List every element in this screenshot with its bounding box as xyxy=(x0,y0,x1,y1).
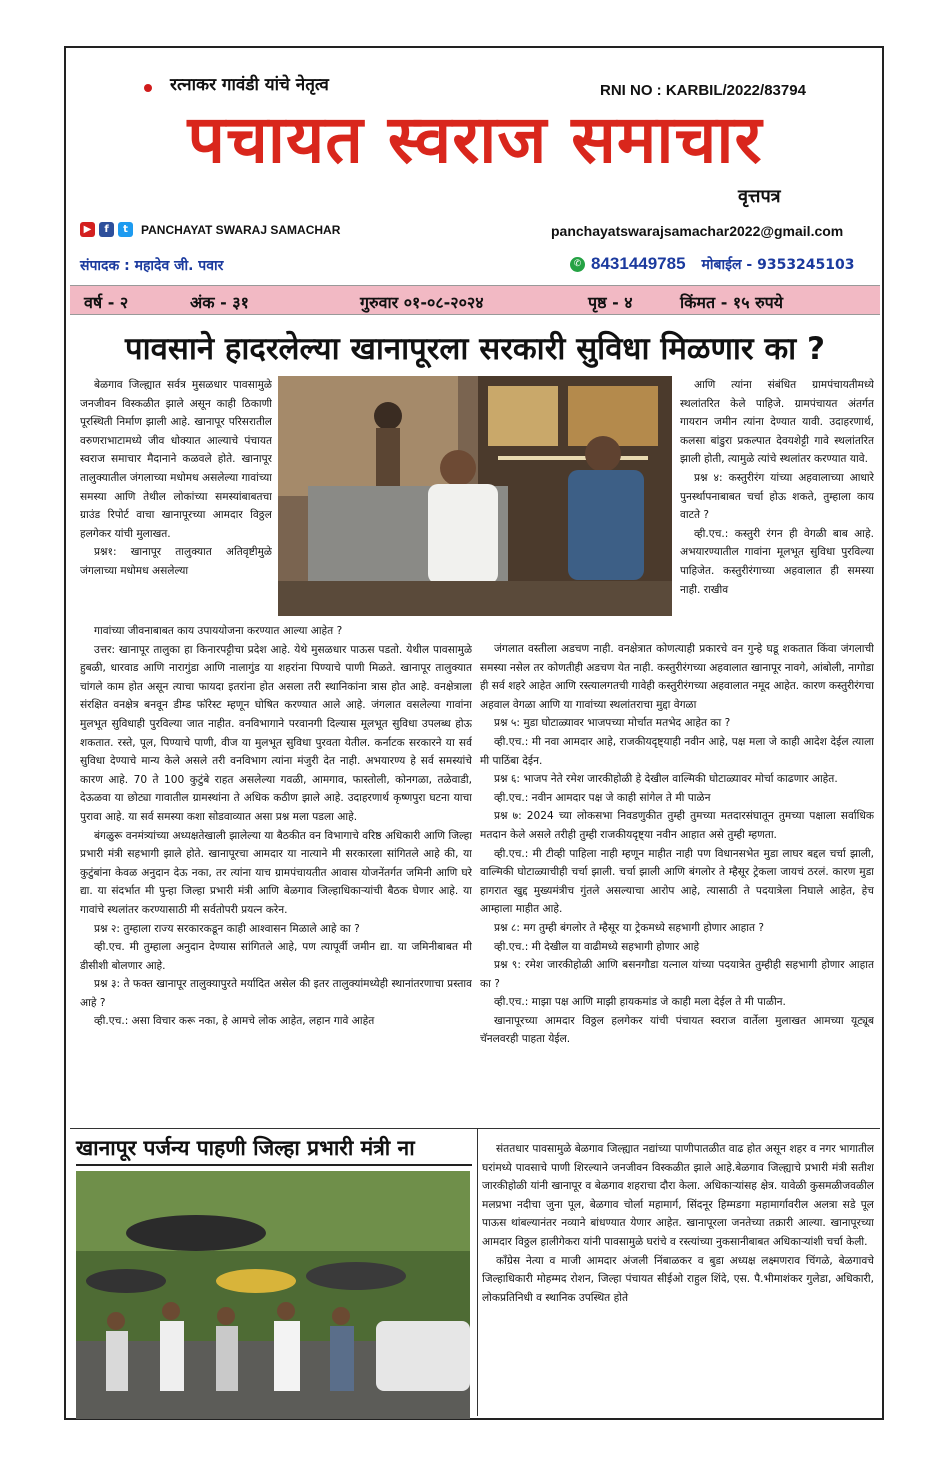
rni-number: RNI NO : KARBIL/2022/83794 xyxy=(600,82,806,99)
paragraph: प्रश्न१: खानापूर तालुक्यात अतिवृष्टीमुळे जंगलाच्या मधोमध असलेल्या xyxy=(80,546,272,577)
twitter-icon[interactable]: t xyxy=(118,222,133,237)
issue-info-bar xyxy=(70,285,880,315)
tagline: रत्नाकर गावंडी यांचे नेतृत्व xyxy=(170,75,329,95)
paragraph: उत्तर: खानापूर तालुका हा किनारपट्टीचा प्रदेश आहे. येथे मुसळधार पाऊस पडतो. येथील पावसामुळे हुबळी, धारवाड आणि नारागुंडा आणि नालागुंड या शहरांना पिण्याचे पाणी मिळते. खानापूर तालुक्यात चांगले काम होत असून त्याचा फायदा इतरांना होत असला तरी स्थानिकांना त्रास होत आहे. वनक्षेत्राला संरक्षित वनक्षेत्र बनवून डीम्ड फॉरेस्ट म्हणून घोषित करण्यात आले आहे. जंगलात वसलेल्या गावांना मुलभूत सुविधाही पुरविल्या जात नाहीत. वनविभागाने परवानगी दिल्यास मूलभूत सुविधा उपलब्ध होऊ शकतात. रस्ते, पूल, पिण्याचे पाणी, वीज या मुलभूत सुविधा पुरवता येतील. कर्नाटक सरकारने या सर्व सुविधा देण्याचे मान्य केले असले तरी वनविभाग त्यांना मंजुरी देत नाही. अभयारण्य हे सर्व समस्यांचे कारण आहे. 70 ते 100 कुटुंबे राहत असलेल्या गवळी, आमगाव, फास्तोली, कोनगळा, तळेवाडी, देऊळवा या छोट्या गावातील ग्रामस्थांना ते अधिक कठीण झाले आहे. उदाहरणार्थ कृष्णपुरा घटना याचा पुरावा आहे. या सर्व समस्या कशा सोडवाव्यात असा प्रश्न मला पडला आहे. xyxy=(80,643,472,823)
paragraph: व्ही.एच.: कस्तुरी रंगन ही वेगळी बाब आहे. अभयारण्यातील गावांना मूलभूत सुविधा पुरविल्या पाहिजेत. कस्तुरीरंगाच्या अहवालात ही समस्या नाही. राखीव xyxy=(680,527,874,596)
paragraph: गावांच्या जीवनाबाबत काय उपाययोजना करण्यात आल्या आहेत ? xyxy=(94,625,343,637)
paragraph: खानापूरच्या आमदार विठ्ठल हलगेकर यांची पंचायत स्वराज वार्तेला मुलाखत आमच्या यूट्यूब चॅनलवरही पाहता येईल. xyxy=(480,1014,874,1046)
mobile-number[interactable]: मोबाईल - 9353245103 xyxy=(701,256,855,273)
phone-number[interactable]: 8431449785 xyxy=(591,254,686,273)
issue-label: अंक - ३१ xyxy=(190,293,249,312)
newspaper-title: पचायत स्वराज समाचार xyxy=(187,101,763,178)
editor-name: संपादक : महादेव जी. पवार xyxy=(80,258,224,274)
date-label: गुरुवार ०१-०८-२०२४ xyxy=(360,293,484,312)
paragraph: व्ही.एच.: मी देखील या वाढीमध्ये सहभागी होणार आहे xyxy=(494,940,700,953)
article2-headline: खानापूर पर्जन्य पाहणी जिल्हा प्रभारी मंत्री ना xyxy=(76,1134,472,1166)
column-divider xyxy=(477,1128,478,1416)
paragraph: जंगलात वस्तीला अडचण नाही. वनक्षेत्रात कोणत्याही प्रकारचे वन गुन्हे घडू शकतात किंवा जंगलाची समस्या नसेल तर कोणतीही अडचण येत नाही. कस्तुरीरंगच्या अहवालात खानापूर नावगे, आंबोली, नागोडा ही सर्व शहरे आहेत आणि रस्त्यालगतची गावेही कस्तुरीरंगच्या अहवालात नमूद आहेत. कारण कस्तुरीरंगचा अहवाल वेगळा आणि या गावांच्या स्थलांतराचा मुद्दा वेगळा xyxy=(480,643,874,711)
youtube-icon[interactable]: ▶ xyxy=(80,222,95,237)
paragraph: व्ही.एच. मी तुम्हाला अनुदान देण्यास सांगितले आहे, पण त्यापूर्वी जमीन द्या. या जमिनीबाबत मी डीसीशी बोलणार आहे. xyxy=(80,941,472,972)
facebook-icon[interactable]: f xyxy=(99,222,114,237)
article-column-bottom-right xyxy=(480,640,874,1125)
paragraph: प्रश्न ६: भाजप नेते रमेश जारकीहोळी हे देखील वाल्मिकी घोटाळ्यावर मोर्चा काढणार आहेत. xyxy=(494,773,838,786)
article2-body xyxy=(482,1140,874,1416)
newspaper-subtitle: वृत्तपत्र xyxy=(738,186,781,207)
price-label: किंमत - १५ रुपये xyxy=(680,293,784,312)
paragraph: संततधार पावसामुळे बेळगाव जिल्ह्यात नद्यांच्या पाणीपातळीत वाढ होत असून शहर व नगर भागातील घरांमध्ये पावसाचे पाणी शिरल्याने जनजीवन विस्कळीत झाले आहे.बेळगाव जिल्ह्याचे प्रभारी मंत्री सतीश जारकीहोळी यांनी खानापूर व बेळगाव शहराचा दौरा केला. अधिकाऱ्यांसह क्षेत्र. यावेळी कुसमळीजवळील मलप्रभा नदीचा जुना पूल, बेळगाव चोर्ला महामार्ग, सिंदनूर हिम्मडगा महामार्गावरील अलत्रा सडे पूल पाऊस थांबल्यानंतर नव्याने बांधण्यात येणार आहेत. खानापूरला जनतेच्या तक्रारी आल्या. खानापूरच्या आमदार विठ्ठल हालीगेकरा यांनी पावसामुळे घरांचे व रस्त्यांच्या नुकसानीबाबत अधिकाऱ्यांशी चर्चा केली. xyxy=(482,1143,874,1248)
paragraph: व्ही.एच.: मी नवा आमदार आहे, राजकीयदृष्ट्याही नवीन आहे, पक्ष मला जे काही आदेश देईल त्याला मी पाठिंबा देईन. xyxy=(480,735,874,767)
paragraph: प्रश्न ५: मुडा घोटाळ्यावर भाजपच्या मोर्चात मतभेद आहेत का ? xyxy=(494,717,731,730)
paragraph: प्रश्न ७: 2024 च्या लोकसभा निवडणुकीत तुम्ही तुमच्या मतदारसंघातून तुमच्या पक्षाला सर्वाधिक मतदान केले असले तरीही तुम्ही राजकीयदृष्ट्या नवीन आहात असे तुम्ही म्हणता. xyxy=(480,810,874,841)
bullet-dot-icon xyxy=(144,84,152,92)
section-divider xyxy=(70,1128,880,1129)
paragraph: काँग्रेस नेत्या व माजी आमदार अंजली निंबाळकर व बुडा अध्यक्ष लक्ष्मणराव चिंगळे, बेळगावचे जिल्हाधिकारी मोहम्मद रोशन, जिल्हा पंचायत सीईओ राहुल शिंदे, एस. पै.भीमाशंकर गुलेडा, अधिकारी, लोकप्रतिनिधी व स्थानिक उपस्थित होते xyxy=(482,1254,874,1304)
paragraph: बेळगाव जिल्ह्यात सर्वत्र मुसळधार पावसामुळे जनजीवन विस्कळीत झाले असून काही ठिकाणी पूरस्थिती निर्माण झाली आहे. खानापूर परिसरातील वरुणराभाटामध्ये जीव धोक्यात आल्याचे पंचायत स्वराज समाचार मैदानाने कळवले होते. खानापूर तालुक्यातील जंगलाच्या मधोमध असलेल्या गावांच्या समस्या आणि तेथील लोकांच्या समस्यांबाबतचा ग्राउंड रिपोर्ट वाचा खानापूरच्या आमदार विठ्ठल हलगेकर यांची मुलाखत. xyxy=(80,379,272,540)
paragraph: आणि त्यांना संबंधित ग्रामपंचायतीमध्ये स्थलांतरित केले पाहिजे. ग्रामपंचायत अंतर्गत गायरान जमीन त्यांना देण्यात यावी. उदाहरणार्थ, कलसा बांडुरा प्रकल्पात देवयशेट्टी गावे स्थलांतरित झाली होती, त्यामुळे त्यांचे स्थलांतर करण्यात यावे. xyxy=(680,379,874,466)
paragraph: प्रश्न २: तुम्हाला राज्य सरकारकडून काही आश्वासन मिळाले आहे का ? xyxy=(94,922,360,935)
social-handle: PANCHAYAT SWARAJ SAMACHAR xyxy=(141,222,341,237)
paragraph: व्ही.एच.: नवीन आमदार पक्ष जे काही सांगेल ते मी पाळेन xyxy=(494,791,711,804)
paragraph: प्रश्न ४: कस्तुरीरंग यांच्या अहवालाच्या आधारे पुनर्स्थापनाबाबत चर्चा होऊ शकते, तुम्हाला काय वाटते ? xyxy=(680,471,874,522)
paragraph: व्ही.एच.: माझा पक्ष आणि माझी हायकमांड जे काही मला देईल ते मी पाळीन. xyxy=(494,996,786,1009)
paragraph: प्रश्न ८: मग तुम्ही बंगलोर ते म्हैसूर या ट्रेकमध्ये सहभागी होणार आहात ? xyxy=(494,921,765,934)
phone-contact xyxy=(570,254,855,274)
paragraph: प्रश्न ९: रमेश जारकीहोळी आणि बसनगौडा यत्नाल यांच्या पदयात्रेत तुम्हीही सहभागी होणार आहात का ? xyxy=(480,959,874,990)
paragraph: बंगळुरू वनमंत्र्यांच्या अध्यक्षतेखाली झालेल्या या बैठकीत वन विभागाचे वरिष्ठ अधिकारी आणि जिल्हा प्रभारी मंत्री सहभागी झाले होते. खानापूरचा आमदार या नात्याने मी सरकारला सांगितले आहे की, या कुटुंबांना केवळ अनुदान देऊ नका, तर त्यांना याच ग्रामपंचायतीत आवास योजनेंतर्गत जमिनी आणि घरे द्या. या संदर्भात मी पुन्हा जिल्हा प्रभारी मंत्री आणि बेळगाव जिल्हाधिकाऱ्यांची बैठक घेणार आहे. या गावांचे स्थलांतर करण्यासाठी मी सर्वतोपरी प्रयत्न करेन. xyxy=(80,829,472,916)
paragraph: व्ही.एच.: मी टीव्ही पाहिला नाही म्हणून माहीत नाही पण विधानसभेत मुडा लाघर बद्दल चर्चा झाली, वाल्मिकी घोटाळ्याचीही चर्चा झाली. चर्चा झाली आणि बंगलोर ते म्हैसूर ट्रेकला जायचं ठरलं. कारण मुडा हागरात खुद्द मुख्यमंत्रीच गुंतले असल्याचा आरोप आहे, त्यासाठी ते पदयात्रेला निघाले आहेत, हेच आम्हाला माहीत आहे. xyxy=(480,847,874,916)
article-column-left xyxy=(80,376,272,638)
paragraph: व्ही.एच.: असा विचार करू नका, हे आमचे लोक आहेत, लहान गावे आहेत xyxy=(94,1015,375,1028)
interview-photo xyxy=(278,376,672,616)
article-headline: पावसाने हादरलेल्या खानापूरला सरकारी सुविधा मिळणार का ? xyxy=(125,331,825,367)
page-label: पृष्ठ - ४ xyxy=(588,293,633,312)
email-address[interactable]: panchayatswarajsamachar2022@gmail.com xyxy=(551,223,844,239)
article-column-bottom-left xyxy=(80,622,472,1122)
paragraph: प्रश्न ३: ते फक्त खानापूर तालुक्यापुरते मर्यादित असेल की इतर तालुक्यांमध्येही स्थानांतरणाचा प्रस्ताव आहे ? xyxy=(80,978,472,1009)
year-label: वर्ष - २ xyxy=(84,293,129,312)
whatsapp-icon[interactable]: ✆ xyxy=(570,257,585,272)
article-column-right xyxy=(680,376,874,638)
social-links xyxy=(80,222,340,237)
inspection-photo xyxy=(76,1171,470,1419)
